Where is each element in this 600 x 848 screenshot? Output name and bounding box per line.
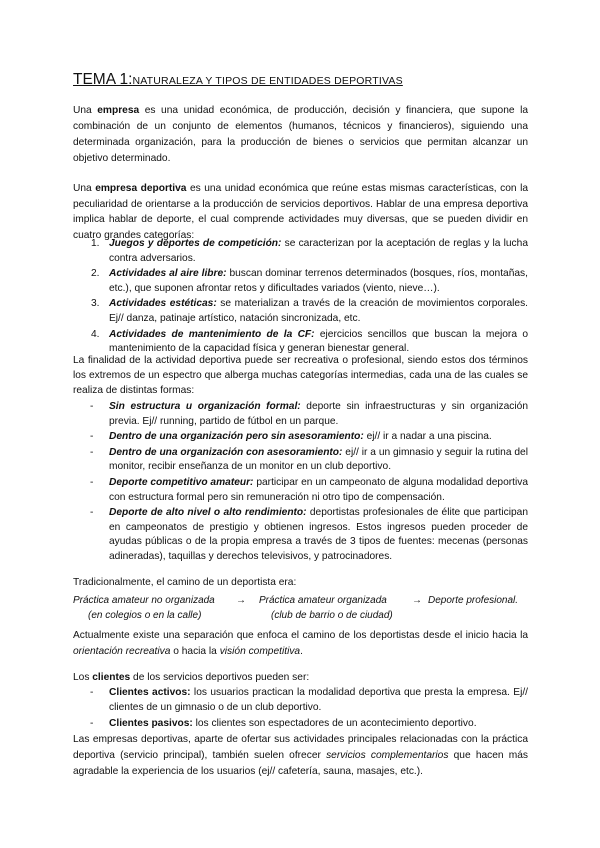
item-term: Clientes activos: (109, 687, 191, 698)
categories-list (73, 237, 528, 357)
list-item (73, 297, 528, 326)
item-number: 1. (91, 238, 100, 249)
path-step-2: Práctica amateur organizada (259, 595, 387, 606)
item-term: Clientes pasivos: (109, 718, 193, 730)
list-item (73, 328, 528, 357)
list-item (73, 686, 528, 715)
p4-text: Tradicionalmente, el camino de un deportista era: (73, 577, 297, 588)
p1-rest: es una unidad económica, de producción, decisión y financiera, que supone la combinación de un conjunto de elementos (humanos, técnicos y financieros), siguiendo una determinada organización, para la producción de bienes o servicios que permitan alcanzar un objetivo determinado. (73, 105, 529, 164)
item-text: ejercicios sencillos que buscan la mejora o mantenimiento de la capacidad física y generan bienestar general. (109, 328, 528, 355)
tema-label: TEMA 1: (73, 71, 133, 88)
item-text: ej// ir a nadar a una piscina. (363, 431, 492, 443)
p5-pre: Actualmente existe una separación que enfoca el camino de los deportistas desde el inicio hacia la (73, 630, 528, 641)
path-note-1: (en colegios o en la calle) (88, 610, 202, 621)
dash-bullet: - (90, 687, 94, 698)
list-item (73, 506, 528, 564)
paragraph-servicios (73, 732, 528, 780)
career-path (73, 593, 533, 623)
paragraph-actualmente (73, 628, 528, 660)
document-title (73, 71, 403, 89)
paragraph-clientes (73, 670, 528, 686)
item-number: 3. (91, 298, 100, 310)
arrow-right-icon: → (412, 595, 422, 606)
p5-em1: orientación recreativa (73, 646, 171, 657)
item-text: los clientes son espectadores de un acontecimiento deportivo. (192, 718, 477, 730)
p5-post: . (300, 646, 303, 657)
p2-rest: es una unidad económica que reúne estas mismas características, con la peculiaridad de orientarse a la producción de servicios deportivos. Hablar de una empresa deportiva implica hablar de deporte, el cual comprende actividades muy diversas, que se pueden dividir en cuatro grandes categorías: (73, 183, 528, 241)
item-text: se caracterizan por la aceptación de reglas y la lucha contra adversarios. (109, 238, 528, 264)
clients-list (73, 686, 528, 732)
item-term: Actividades estéticas: (109, 298, 217, 310)
dash-bullet: - (90, 718, 94, 730)
dash-bullet: - (90, 476, 94, 488)
paragraph-tradicionalmente (73, 575, 528, 591)
item-term: Juegos y deportes de competición: (109, 238, 282, 249)
forms-list (73, 400, 528, 565)
item-term: Dentro de una organización pero sin asesoramiento: (109, 431, 364, 443)
paragraph-empresa-deportiva (73, 181, 528, 243)
item-term: Dentro de una organización con asesoramiento: (109, 446, 343, 458)
p7-post: que hacen más agradable la experiencia de los usuarios (ej// cafetería, sauna, masajes, etc.). (73, 750, 528, 777)
list-item (73, 446, 528, 475)
p2-pre: Una (73, 183, 96, 194)
item-number: 4. (91, 328, 100, 340)
arrow-right-icon: → (236, 595, 246, 606)
p6-pre: Los (73, 672, 93, 683)
item-text: los usuarios practican la modalidad deportiva que presta la empresa. Ej// clientes de un gimnasio o de un club deportivo. (109, 687, 528, 713)
tema-subtitle: NATURALEZA Y TIPOS DE ENTIDADES DEPORTIVAS (132, 75, 403, 87)
p5-mid: o hacia la (170, 646, 220, 657)
p2-term: empresa deportiva (95, 183, 187, 194)
list-item (73, 476, 528, 505)
p5-em2: visión competitiva (219, 646, 301, 657)
item-term: Actividades al aire libre: (109, 268, 227, 280)
item-term: Deporte de alto nivel o alto rendimiento: (109, 507, 307, 519)
p7-em: servicios complementarios (326, 750, 449, 761)
list-item (73, 237, 528, 266)
p1-pre: Una (73, 105, 98, 116)
paragraph-finalidad (73, 354, 528, 398)
item-text: se materializan a través de la creación de movimientos corporales. Ej// danza, patinaje artístico, natación sincronizada, etc. (109, 298, 528, 324)
p7-pre: Las empresas deportivas, aparte de ofertar sus actividades principales relacionadas con la práctica deportiva (servicio principal), también suelen ofrecer (73, 734, 528, 761)
list-item (73, 267, 528, 296)
item-text: participar en un campeonato de alguna modalidad deportiva con estructura formal pero sin remuneración ni otro tipo de compensación. (109, 476, 528, 503)
list-item (73, 400, 528, 429)
p6-term: clientes (92, 672, 131, 683)
dash-bullet: - (90, 431, 94, 443)
item-text: ej// ir a un gimnasio y seguir la rutina del monitor, recibir enseñanza de un monitor en un club deportivo. (109, 446, 528, 473)
paragraph-empresa (73, 103, 528, 167)
list-item (73, 717, 528, 732)
list-item (73, 430, 528, 445)
item-text: deportistas profesionales de élite que participan en campeonatos de prestigio y obtienen ingresos. Estos ingresos pueden proceder de ayudas públicas o de la propia empresa a través de 3 tipos de fuentes: mecenas (personas adineradas), taquillas y derechos televisivos, y patrocinadores. (109, 507, 529, 562)
item-text: deporte sin infraestructuras y sin organización previa. Ej// running, partido de fútbol en un parque. (109, 401, 528, 427)
dash-bullet: - (90, 401, 94, 412)
p1-term: empresa (97, 105, 140, 116)
item-term: Sin estructura u organización formal: (109, 401, 301, 412)
p3-text: La finalidad de la actividad deportiva puede ser recreativa o profesional, siendo estos dos términos los extremos de un espectro que alberga muchas categorías intermedias, cada una de las cuales se realiza de distintas formas: (73, 355, 528, 396)
path-step-1: Práctica amateur no organizada (73, 595, 215, 606)
item-term: Actividades de mantenimiento de la CF: (109, 328, 315, 340)
item-text: buscan dominar terrenos determinados (bosques, ríos, montañas, etc.), que suponen afrontar retos y dificultades variados (viento, nieve…). (109, 268, 528, 294)
dash-bullet: - (90, 507, 94, 519)
item-term: Deporte competitivo amateur: (109, 476, 254, 488)
dash-bullet: - (90, 446, 94, 458)
p6-rest: de los servicios deportivos pueden ser: (130, 672, 310, 683)
path-note-2: (club de barrio o de ciudad) (271, 610, 393, 621)
path-step-3: Deporte profesional. (428, 595, 519, 606)
item-number: 2. (91, 268, 100, 280)
